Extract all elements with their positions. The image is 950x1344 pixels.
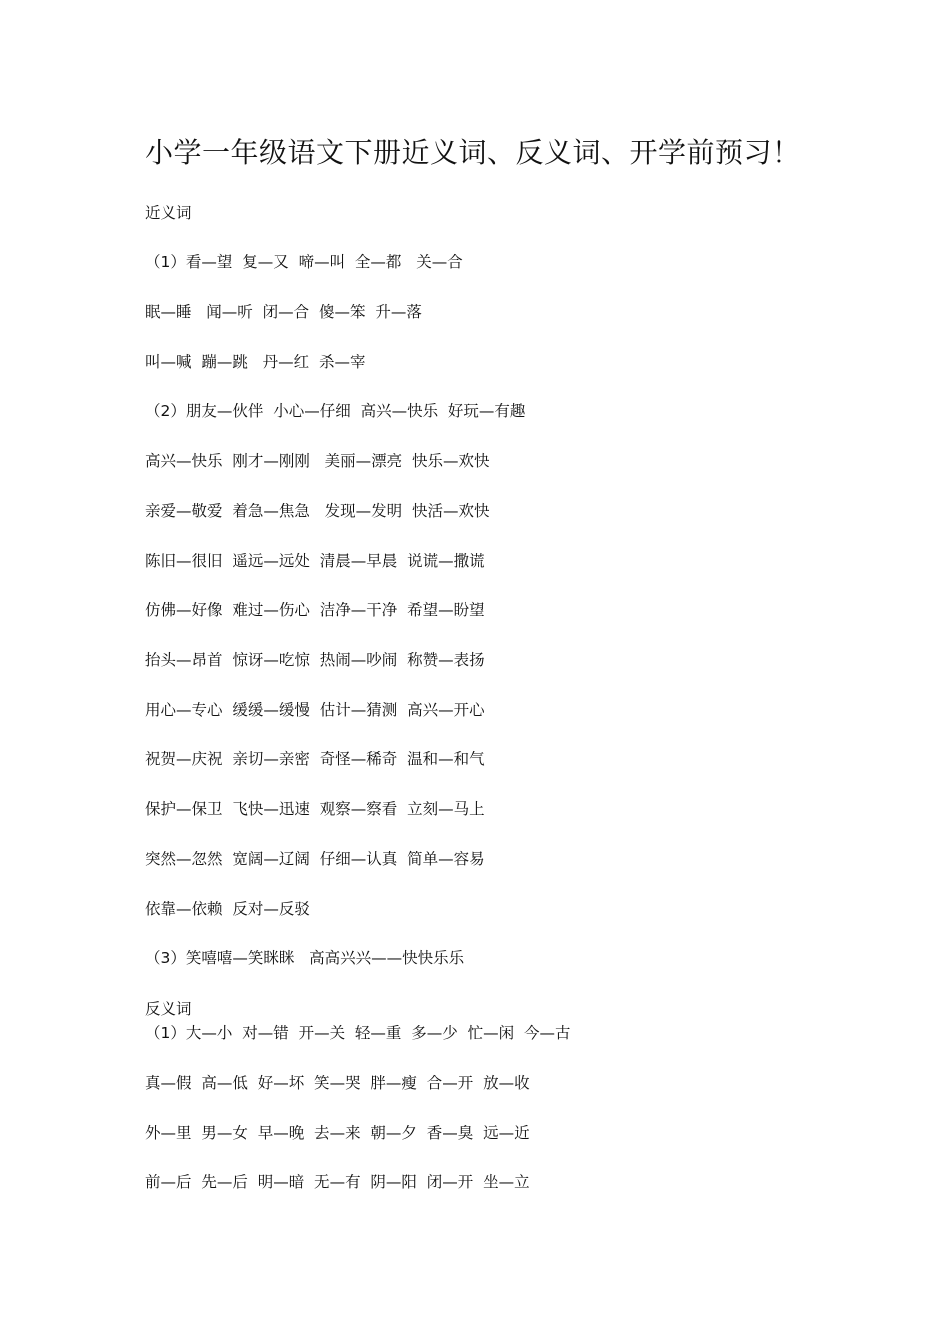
synonym-line: 亲爱—敬爱 着急—焦急 发现—发明 快活—欢快 [145,502,490,520]
synonym-line: 祝贺—庆祝 亲切—亲密 奇怪—稀奇 温和—和气 [145,750,485,768]
synonyms-heading: 近义词 [145,204,192,222]
antonym-line: 外—里 男—女 早—晚 去—来 朝—夕 香—臭 远—近 [145,1124,530,1142]
synonym-line: 用心—专心 缓缓—缓慢 估计—猜测 高兴—开心 [145,701,485,719]
synonym-line: 叫—喊 蹦—跳 丹—红 杀—宰 [145,353,366,371]
synonym-line: 高兴—快乐 刚才—刚刚 美丽—漂亮 快乐—欢快 [145,452,490,470]
antonym-line: 前—后 先—后 明—暗 无—有 阴—阳 闭—开 坐—立 [145,1173,530,1191]
synonym-line: 突然—忽然 宽阔—辽阔 仔细—认真 简单—容易 [145,850,485,868]
antonyms-heading: 反义词 [145,1000,192,1018]
antonym-line: 真—假 高—低 好—坏 笑—哭 胖—瘦 合—开 放—收 [145,1074,530,1092]
synonym-line: 依靠—依赖 反对—反驳 [145,900,310,918]
synonym-line: （3）笑嘻嘻—笑眯眯 高高兴兴——快快乐乐 [145,949,465,967]
synonym-line: （2）朋友—伙伴 小心—仔细 高兴—快乐 好玩—有趣 [145,402,526,420]
synonym-line: 保护—保卫 飞快—迅速 观察—察看 立刻—马上 [145,800,485,818]
synonym-line: （1）看—望 复—又 啼—叫 全—都 关—合 [145,253,463,271]
antonym-line: （1）大—小 对—错 开—关 轻—重 多—少 忙—闲 今—古 [145,1024,571,1042]
document-title: 小学一年级语文下册近义词、反义词、开学前预习！ [145,136,801,169]
synonym-line: 眠—睡 闻—听 闭—合 傻—笨 升—落 [145,303,422,321]
synonym-line: 抬头—昂首 惊讶—吃惊 热闹—吵闹 称赞—表扬 [145,651,485,669]
synonym-line: 陈旧—很旧 遥远—远处 清晨—早晨 说谎—撒谎 [145,552,485,570]
synonym-line: 仿佛—好像 难过—伤心 洁净—干净 希望—盼望 [145,601,485,619]
